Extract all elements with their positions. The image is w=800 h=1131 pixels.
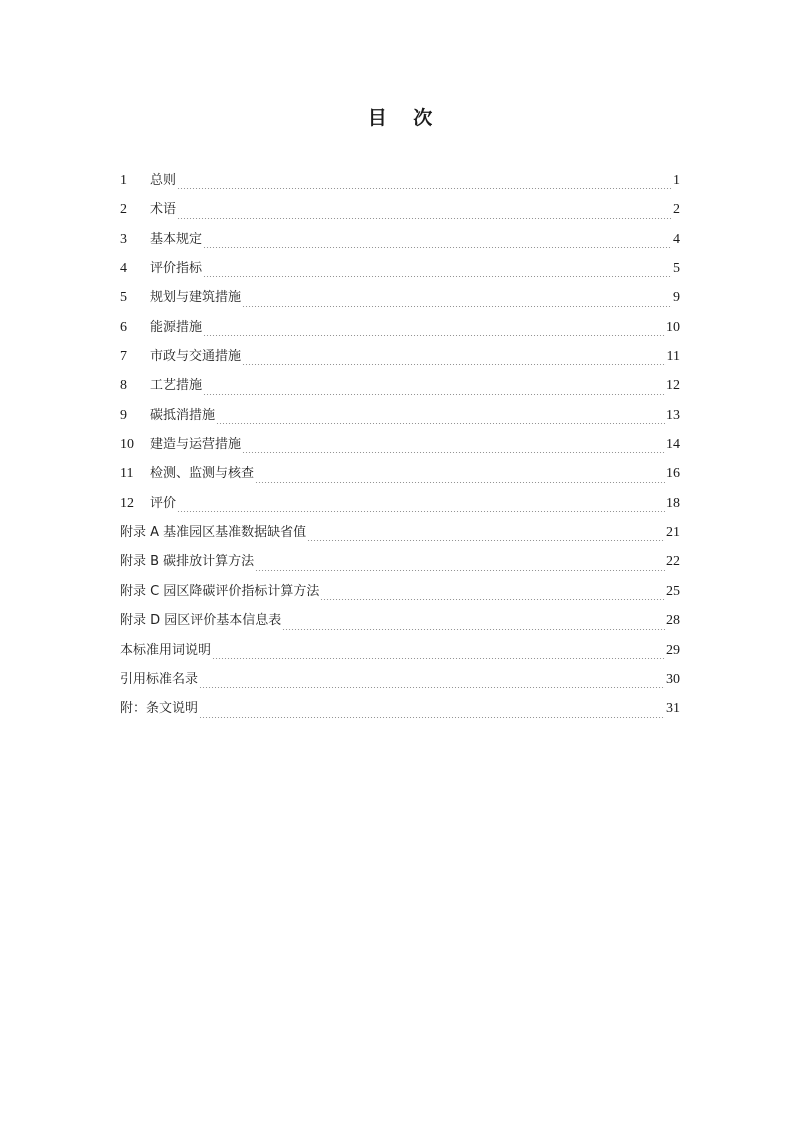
dot-leader: [242, 364, 666, 365]
toc-entry-appendix-d[interactable]: [120, 608, 680, 637]
toc-entry-page: 30: [666, 671, 680, 687]
toc-entry-appendix-b[interactable]: [120, 549, 680, 578]
toc-entry-number: 3: [120, 231, 127, 247]
toc-entry-11[interactable]: [120, 461, 680, 490]
dot-leader: [255, 570, 665, 571]
toc-entry-label: 附录 B 碳排放计算方法: [120, 554, 255, 570]
toc-entry-label: 附录 A 基准园区基准数据缺省值: [120, 525, 307, 541]
toc-entry-number: 1: [120, 173, 127, 188]
toc-entry-label: 术语: [150, 202, 177, 218]
toc-entry-label: 附录 C 园区降碳评价指标计算方法: [120, 583, 320, 599]
dot-leader: [199, 717, 665, 718]
toc-entry-clause-explanation[interactable]: [120, 696, 680, 725]
toc-entry-label: 工艺措施: [150, 378, 203, 394]
toc-entry-page: 12: [666, 378, 680, 394]
dot-leader: [177, 188, 672, 189]
toc-entry-page: 22: [666, 554, 680, 570]
toc-entry-5[interactable]: [120, 285, 680, 314]
toc-entry-label: 附录 D 园区评价基本信息表: [120, 613, 282, 629]
toc-entry-1[interactable]: [120, 168, 680, 197]
toc-entry-8[interactable]: [120, 373, 680, 402]
toc-entry-appendix-c[interactable]: [120, 579, 680, 608]
toc-entry-label: 评价: [150, 495, 177, 511]
toc-entry-label: 评价指标: [150, 261, 203, 277]
toc-entry-page: 5: [673, 261, 680, 277]
dot-leader: [199, 687, 665, 688]
toc-entry-10[interactable]: [120, 432, 680, 461]
toc-entry-3[interactable]: [120, 227, 680, 256]
toc-entry-page: 1: [673, 173, 680, 188]
toc-entry-label: 能源措施: [150, 319, 203, 335]
toc-entry-label: 建造与运营措施: [150, 437, 242, 453]
toc-entry-page: 28: [666, 613, 680, 629]
toc-entry-page: 29: [666, 642, 680, 658]
dot-leader: [216, 423, 665, 424]
toc-entry-page: 18: [666, 495, 680, 511]
toc-entry-wording-explanation[interactable]: [120, 638, 680, 667]
toc-entry-label: 总则: [150, 173, 177, 188]
dot-leader: [203, 276, 672, 277]
toc-entry-page: 10: [666, 319, 680, 335]
toc-entry-label: 基本规定: [150, 231, 203, 247]
toc-entry-number: 7: [120, 349, 127, 365]
toc-entry-2[interactable]: [120, 197, 680, 226]
toc-entry-label: 引用标准名录: [120, 671, 199, 687]
dot-leader: [255, 482, 665, 483]
toc-entry-7[interactable]: [120, 344, 680, 373]
dot-leader: [177, 218, 672, 219]
toc-entry-4[interactable]: [120, 256, 680, 285]
toc-entry-number: 2: [120, 202, 127, 218]
toc-entry-page: 14: [666, 437, 680, 453]
dot-leader: [307, 540, 665, 541]
toc-entry-number: 4: [120, 261, 127, 277]
toc-title: 目 次: [367, 107, 443, 129]
toc-entry-label: 规划与建筑措施: [150, 290, 242, 306]
dot-leader: [282, 629, 665, 630]
toc-entry-page: 9: [673, 290, 680, 306]
dot-leader: [203, 335, 665, 336]
toc-entry-page: 21: [666, 525, 680, 541]
toc-entry-page: 25: [666, 583, 680, 599]
dot-leader: [242, 306, 672, 307]
toc-entry-label: 检测、监测与核查: [150, 466, 255, 482]
toc-entry-page: 13: [666, 407, 680, 423]
toc-entry-number: 8: [120, 378, 127, 394]
dot-leader: [212, 658, 665, 659]
dot-leader: [177, 511, 665, 512]
toc-entry-page: 11: [666, 349, 680, 365]
toc-entry-page: 31: [666, 701, 680, 717]
table-of-contents: [120, 168, 680, 726]
toc-entry-number: 6: [120, 319, 127, 335]
toc-entry-number: 9: [120, 407, 127, 423]
toc-entry-label: 市政与交通措施: [150, 349, 242, 365]
toc-entry-number: 10: [120, 437, 134, 453]
toc-entry-page: 16: [666, 466, 680, 482]
toc-entry-referenced-standards[interactable]: [120, 667, 680, 696]
toc-entry-6[interactable]: [120, 315, 680, 344]
toc-entry-number: 5: [120, 290, 127, 306]
toc-entry-number: 12: [120, 495, 134, 511]
toc-entry-label: 碳抵消措施: [150, 407, 216, 423]
toc-entry-label: 附：条文说明: [120, 701, 199, 717]
toc-entry-9[interactable]: [120, 403, 680, 432]
toc-entry-appendix-a[interactable]: [120, 520, 680, 549]
toc-entry-page: 4: [673, 231, 680, 247]
toc-entry-page: 2: [673, 202, 680, 218]
toc-entry-label: 本标准用词说明: [120, 642, 212, 658]
dot-leader: [320, 599, 665, 600]
toc-entry-number: 11: [120, 466, 134, 482]
toc-entry-12[interactable]: [120, 491, 680, 520]
dot-leader: [242, 452, 665, 453]
dot-leader: [203, 394, 665, 395]
dot-leader: [203, 247, 672, 248]
